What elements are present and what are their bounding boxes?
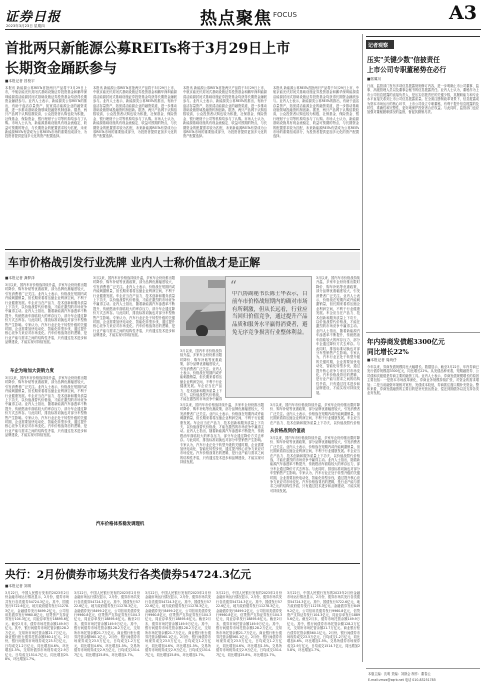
lead-byline: ■本报记者 昌校宇	[5, 79, 35, 83]
car-subhead-promotions: 车企为啥加大促销力度	[10, 369, 54, 374]
column-tag-label: 记者观察	[368, 42, 389, 49]
central-body-col2: 3月22日，中国人民银行发布的2023年2月份金融市场运行情况显示，2月份，债券市场共发行各类债券54724.3亿元。其中，国债发行5722.6亿元，地方政府债券发行11278.3亿元，金融债券发行8499.2亿元，公司信用类债券发行9960.8亿元，信贷资产支持证券发行104.3亿元，同业存单发行18895.6亿元。截至2月末，债券市场托管余额149.9万亿元。其中，银行间债券市场托管余额128.2万亿元，交易所市场托管余额21.7万亿元。商业银行柜台债券托管余额560.1亿元。2月份，银行间债券市场现券成交23.5万亿元，日均成交1.2万亿元，同比增加4.6%，环比增加1.5%。交易所债券市场现券成交2.9万亿元，日均成交1514.7亿元，同比增加25.8%，环比增加1.7%。	[74, 591, 140, 657]
car-byline: ■本报记者 龚梦泽	[5, 276, 35, 280]
pull-quote-panel	[225, 276, 312, 398]
lead-body-col2: 本报讯 新能源公募REITs首批两只产品将于3月29日上市，中航京能光伏封闭式基础设施证券投资基金和鹏华深圳能源清洁能源封闭式基础设施证券投资基金均获得长期资金踊跃参与。业内人士表示，新能源类公募REITs的推出，有助于盘活存量资产，拓宽清洁能源企业的融资渠道，进一步推动基础设施领域投融资机制创新。据悉，两只产品网下认购倍数较高，公众投资者认购也较为积极，社保基金、保险资金、银行理财子公司等机构均参与了认购。市场人士认为，新能源基础设施具有现金流稳定、收益可预期的特点，与长期资金的配置需求较为匹配，未来新能源REITs有望成为公募REITs市场的重要组成部分，为投资者提供更加多元化的资产配置选择。	[93, 86, 177, 139]
car-body-col1b: 3月以来，国内车市价格战持续升温，多家车企纷纷推出限时降价、购车补贴等优惠政策，部分品牌优惠幅度较大，引发消费者广泛关注。业内人士表示，价格战在短期内或许能刺激销量，但长期来看将压缩企业利润空间，不利于行业健康发展。车企应当在产品力、技术创新和服务质量上下功夫，以价值战替代价格战，才能在激烈的市场竞争中赢得主动。业内人士指出，随着新能源汽车渗透率不断提升，传统燃油车面临较大的库存压力，部分车企通过降价方式去库存。与此同时，排放标准切换也对部分车型销售产生影响。专家认为，汽车行业正处于转型升级的关键时期，企业需要加快电动化、智能化转型步伐，通过提升核心竞争力来应对市场变化。汽车价格战背后的逻辑，是行业产能与需求之间的结构性矛盾，只有通过技术进步和品牌建设，才能实现可持续发展。	[5, 376, 87, 438]
central-headline: 央行：2月份债券市场共发行各类债券54724.3亿元	[5, 569, 251, 581]
car-body-col3b: 3月以来，国内车市价格战持续升温，多家车企纷纷推出限时降价、购车补贴等优惠政策，部分品牌优惠幅度较大，引发消费者广泛关注。业内人士表示，价格战在短期内或许能刺激销量，但长期来看将压缩企业利润空间，不利于行业健康发展。车企应当在产品力、技术创新和服务质量上下功夫，以价值战替代价格战，才能在激烈的市场竞争中赢得主动。业内人士指出，随着新能源汽车渗透率不断提升，传统燃油车面临较大的库存压力，部分车企通过降价方式去库存。与此同时，排放标准切换也对部分车型销售产生影响。专家认为，汽车行业正处于转型升级的关键时期，企业需要加快电动化、智能化转型步伐，通过提升核心竞争力来应对市场变化。汽车价格战背后的逻辑，是行业产能与需求之间的结构性矛盾，只有通过技术进步和品牌建设，才能实现可持续发展。	[180, 403, 264, 465]
pull-quote-text: 中汽协副秘书长陈士华表示，目前车市价格战短期内的确对市场有所刺激，但从长远看，行业应当回归价值竞争，通过提升产品品质和服务水平赢得消费者，避免无序竞争损害行业整体利益。	[232, 291, 308, 336]
footer-editors: 本版主编：沈明 责编：刘斯会 制作：董春云	[368, 672, 431, 676]
car-body-col3a: 3月以来，国内车市价格战持续升温，多家车企纷纷推出限时降价、购车补贴等优惠政策，部分品牌优惠幅度较大，引发消费者广泛关注。业内人士表示，价格战在短期内或许能刺激销量，但长期来看将压缩企业利润空间，不利于行业健康发展。车企应当在产品力、技术创新和服务质量上下功夫，以价值战替代价格战，才能在激烈的市场竞争中赢得	[180, 349, 222, 401]
column-divider	[362, 34, 363, 662]
car-body-col1: 3月以来，国内车市价格战持续升温，多家车企纷纷推出限时降价、购车补贴等优惠政策，部分品牌优惠幅度较大，引发消费者广泛关注。业内人士表示，价格战在短期内或许能刺激销量，但长期来看将压缩企业利润空间，不利于行业健康发展。车企应当在产品力、技术创新和服务质量上下功夫，以价值战替代价格战，才能在激烈的市场竞争中赢得主动。业内人士指出，随着新能源汽车渗透率不断提升，传统燃油车面临较大的库存压力，部分车企通过降价方式去库存。与此同时，排放标准切换也对部分车型销售产生影响。专家认为，汽车行业正处于转型升级的关键时期，企业需要加快电动化、智能化转型步伐，通过提升核心竞争力来应对市场变化。汽车价格战背后的逻辑，是行业产能与需求之间的结构性矛盾，只有通过技术进步和品牌建设，才能实现可持续发展。	[5, 283, 87, 345]
sidebar-byline: ■郭冀川	[367, 77, 382, 81]
date-line: 2023年3月23日 星期四	[6, 24, 45, 28]
lead-body-col1: 本报讯 新能源公募REITs首批两只产品将于3月29日上市，中航京能光伏封闭式基础设施证券投资基金和鹏华深圳能源清洁能源封闭式基础设施证券投资基金均获得长期资金踊跃参与。业内人士表示，新能源类公募REITs的推出，有助于盘活存量资产，拓宽清洁能源企业的融资渠道，进一步推动基础设施领域投融资机制创新。据悉，两只产品网下认购倍数较高，公众投资者认购也较为积极，社保基金、保险资金、银行理财子公司等机构均参与了认购。市场人士认为，新能源基础设施具有现金流稳定、收益可预期的特点，与长期资金的配置需求较为匹配，未来新能源REITs有望成为公募REITs市场的重要组成部分，为投资者提供更加多元化的资产配置选择。	[5, 86, 87, 139]
lead-body-col4: 本报讯 新能源公募REITs首批两只产品将于3月29日上市，中航京能光伏封闭式基础设施证券投资基金和鹏华深圳能源清洁能源封闭式基础设施证券投资基金均获得长期资金踊跃参与。业内人士表示，新能源类公募REITs的推出，有助于盘活存量资产，拓宽清洁能源企业的融资渠道，进一步推动基础设施领域投融资机制创新。据悉，两只产品网下认购倍数较高，公众投资者认购也较为积极，社保基金、保险资金、银行理财子公司等机构均参与了认购。市场人士认为，新能源基础设施具有现金流稳定、收益可预期的特点，与长期资金的配置需求较为匹配，未来新能源REITs有望成为公募REITs市场的重要组成部分，为投资者提供更加多元化的资产配置选择。	[273, 86, 359, 139]
sidebar-byline2: ■本报记者 周尚伃	[367, 358, 397, 362]
sidebar-divider	[366, 332, 480, 333]
sidebar-body2: 今年以来，券商发债规模同比大幅增长。数据显示，截至3月22日，年内券商已发行债券规模超3300亿元，同比增长22%。从发债品种来看，短期融资券、公司债和次级债是券商主要的融资工具。业内人士表示，券商发债规模增长的原因主要包括：一是资本市场改革深化，券商业务规模持续扩张，对资金的需求增加；二是当前融资环境相对宽松，发债成本较低，券商抓住窗口期补充资金。整体来看，券商发债融资的主要目的是补充营运资金、偿还到期债务以及支持各类业务发展。	[367, 365, 479, 396]
lead-body-col3: 本报讯 新能源公募REITs首批两只产品将于3月29日上市，中航京能光伏封闭式基础设施证券投资基金和鹏华深圳能源清洁能源封闭式基础设施证券投资基金均获得长期资金踊跃参与。业内人士表示，新能源类公募REITs的推出，有助于盘活存量资产，拓宽清洁能源企业的融资渠道，进一步推动基础设施领域投融资机制创新。据悉，两只产品网下认购倍数较高，公众投资者认购也较为积极，社保基金、保险资金、银行理财子公司等机构均参与了认购。市场人士认为，新能源基础设施具有现金流稳定、收益可预期的特点，与长期资金的配置需求较为匹配，未来新能源REITs有望成为公募REITs市场的重要组成部分，为投资者提供更加多元化的资产配置选择。	[183, 86, 267, 139]
car-subhead-pricing: 汽车价格体系稳发调理机	[96, 522, 145, 527]
footer-rule	[366, 668, 480, 669]
car-body-col4: 3月以来，国内车市价格战持续升温，多家车企纷纷推出限时降价、购车补贴等优惠政策，部分品牌优惠幅度较大，引发消费者广泛关注。业内人士表示，价格战在短期内或许能刺激销量，但长期来看将压缩企业利润空间，不利于行业健康发展。车企应当在产品力、技术创新和服务质量上下功夫，以价值战替代价格战，才能在激烈的市场竞争中赢得主动。业内人士指出，随着新能源汽车渗透率不断提升，传统燃油车面临较大的库存压力，部分车企通过降价方式去库存。与此同时，排放标准切换也对部分车型销售产生影响。专家认为，汽车行业正处于转型升级的关键时期，企业需要加快电动化、智能化转型步伐，通过提升核心竞争力来应对市场变化。汽车价格战背后的逻辑，是行业产能与需求之间的结构性矛盾，只有通过技术进步和品牌建设，才能实现可持续发展。	[316, 276, 360, 395]
quote-mark-icon: “	[230, 279, 237, 294]
sidebar-top-rule	[366, 36, 480, 37]
masthead	[5, 0, 481, 38]
sidebar-headline2-line2: 同比增长22%	[367, 348, 409, 356]
central-body-col5: 3月22日，中国人民银行发布的2023年2月份金融市场运行情况显示，2月份，债券市场共发行各类债券54724.3亿元。其中，国债发行5722.6亿元，地方政府债券发行11278.3亿元，金融债券发行8499.2亿元，公司信用类债券发行9960.8亿元，信贷资产支持证券发行104.3亿元，同业存单发行18895.6亿元。截至2月末，债券市场托管余额149.9万亿元。其中，银行间债券市场托管余额128.2万亿元，交易所市场托管余额21.7万亿元。商业银行柜台债券托管余额560.1亿元。2月份，银行间债券市场现券成交23.5万亿元，日均成交1.2万亿元，同比增加4.6%，环比增加1.5%。交易所债券市场现券成交2.9万亿元，日均成交1514.7亿元，同比增加25.8%，环比增加1.7%。	[287, 591, 360, 653]
car-body-col4c: 3月以来，国内车市价格战持续升温，多家车企纷纷推出限时降价、购车补贴等优惠政策，部分品牌优惠幅度较大，引发消费者广泛关注。业内人士表示，价格战在短期内或许能刺激销量，但长期来看将压缩企业利润空间，不利于行业健康发展。车企应当在产品力、技术创新和服务质量上下功夫，以价值战替代价格战，才能在激烈的市场竞争中赢得主动。业内人士指出，随着新能源汽车渗透率不断提升，传统燃油车面临较大的库存压力，部分车企通过降价方式去库存。与此同时，排放标准切换也对部分车型销售产生影响。专家认为，汽车行业正处于转型升级的关键时期，企业需要加快电动化、智能化转型步伐，通过提升核心竞争力来应对市场变化。汽车价格战背后的逻辑，是行业产能与需求之间的结构性矛盾，只有通过技术进步和品牌建设，才能实现可持续发展。	[270, 436, 360, 493]
central-top-rule	[5, 563, 360, 564]
car-top-rule	[5, 249, 360, 250]
page-number: A3	[449, 2, 477, 24]
car-subhead-value-war: 从价格战到价值战	[270, 429, 306, 434]
central-byline: ■本报记者 刘琪	[5, 584, 32, 588]
masthead-rule	[5, 29, 481, 30]
car-headline: 车市价格战引发行业洗牌 业内人士称价值战才是正解	[8, 256, 261, 269]
central-body-col4: 3月22日，中国人民银行发布的2023年2月份金融市场运行情况显示，2月份，债券市场共发行各类债券54724.3亿元。其中，国债发行5722.6亿元，地方政府债券发行11278.3亿元，金融债券发行8499.2亿元，公司信用类债券发行9960.8亿元，信贷资产支持证券发行104.3亿元，同业存单发行18895.6亿元。截至2月末，债券市场托管余额149.9万亿元。其中，银行间债券市场托管余额128.2万亿元，交易所市场托管余额21.7万亿元。商业银行柜台债券托管余额560.1亿元。2月份，银行间债券市场现券成交23.5万亿元，日均成交1.2万亿元，同比增加4.6%，环比增加1.5%。交易所债券市场现券成交2.9万亿元，日均成交1514.7亿元，同比增加25.8%，环比增加1.7%。	[216, 591, 282, 657]
lead-story	[5, 34, 360, 249]
sidebar-headline-line1: 压实"关键少数"信披责任	[367, 56, 440, 64]
section-en: FOCUS	[273, 11, 297, 19]
sidebar-headline2-line1: 年内券商发债超3300亿元	[367, 338, 445, 346]
sidebar-headline-line2: 上市公司专职董秘势在必行	[367, 66, 447, 74]
section-title: 热点聚焦	[200, 9, 272, 29]
sidebar	[366, 34, 480, 674]
lead-headline-line2: 长期资金踊跃参与	[5, 61, 117, 77]
car-body-col2: 3月以来，国内车市价格战持续升温，多家车企纷纷推出限时降价、购车补贴等优惠政策，部分品牌优惠幅度较大，引发消费者广泛关注。业内人士表示，价格战在短期内或许能刺激销量，但长期来看将压缩企业利润空间，不利于行业健康发展。车企应当在产品力、技术创新和服务质量上下功夫，以价值战替代价格战，才能在激烈的市场竞争中赢得主动。业内人士指出，随着新能源汽车渗透率不断提升，传统燃油车面临较大的库存压力，部分车企通过降价方式去库存。与此同时，排放标准切换也对部分车型销售产生影响。专家认为，汽车行业正处于转型升级的关键时期，企业需要加快电动化、智能化转型步伐，通过提升核心竞争力来应对市场变化。汽车价格战背后的逻辑，是行业产能与需求之间的结构性矛盾，只有通过技术进步和品牌建设，才能实现可持续发展。	[93, 276, 175, 338]
lead-headline-line1: 首批两只新能源公募REITs将于3月29日上市	[5, 41, 291, 57]
central-body-col3: 3月22日，中国人民银行发布的2023年2月份金融市场运行情况显示，2月份，债券市场共发行各类债券54724.3亿元。其中，国债发行5722.6亿元，地方政府债券发行11278.3亿元，金融债券发行8499.2亿元，公司信用类债券发行9960.8亿元，信贷资产支持证券发行104.3亿元，同业存单发行18895.6亿元。截至2月末，债券市场托管余额149.9万亿元。其中，银行间债券市场托管余额128.2万亿元，交易所市场托管余额21.7万亿元。商业银行柜台债券托管余额560.1亿元。2月份，银行间债券市场现券成交23.5万亿元，日均成交1.2万亿元，同比增加4.6%，环比增加1.5%。交易所债券市场现券成交2.9万亿元，日均成交1514.7亿元，同比增加25.8%，环比增加1.7%。	[145, 591, 211, 657]
paper-name: 证券日报	[5, 10, 62, 25]
footer-contact: E-mail:zmzx@zqrb.net 电话 010-83251785	[368, 678, 436, 682]
sidebar-body: 日前，监管部门发布多项信息披露规则修订内容，进一步明确上市公司董事、监事、高级管理人员以及董事会秘书的信息披露责任。业内人士认为，董秘作为上市公司信息披露的直接负责人，是压实信披责任的关键少数，其履职能力和专业水平直接关系到上市公司信息披露质量。在全面注册制改革背景下，信息披露成为资本市场运行的核心环节，上市公司设立专职董秘，有利于提升信息披露的及时性、准确性和完整性，更好地保护投资者合法权益。与此同时，监管部门也应加强对董秘履职情况的监督，督促其勤勉尽责。	[367, 84, 479, 115]
car-body-col4b: 3月以来，国内车市价格战持续升温，多家车企纷纷推出限时降价、购车补贴等优惠政策，部分品牌优惠幅度较大，引发消费者广泛关注。业内人士表示，价格战在短期内或许能刺激销量，但长期来看将压缩企业利润空间，不利于行业健康发展。车企应当在产品力、技术创新和服务质量上下功夫，以价值战替代价格	[270, 403, 360, 425]
central-body-col1: 3月22日，中国人民银行发布的2023年2月份金融市场运行情况显示，2月份，债券市场共发行各类债券54724.3亿元。其中，国债发行5722.6亿元，地方政府债券发行11278.3亿元，金融债券发行8499.2亿元，公司信用类债券发行9960.8亿元，信贷资产支持证券发行104.3亿元，同业存单发行18895.6亿元。截至2月末，债券市场托管余额149.9万亿元。其中，银行间债券市场托管余额128.2万亿元，交易所市场托管余额21.7万亿元。商业银行柜台债券托管余额560.1亿元。2月份，银行间债券市场现券成交23.5万亿元，日均成交1.2万亿元，同比增加4.6%，环比增加1.5%。交易所债券市场现券成交2.9万亿元，日均成交1514.7亿元，同比增加25.8%，环比增加1.7%。	[5, 591, 69, 662]
